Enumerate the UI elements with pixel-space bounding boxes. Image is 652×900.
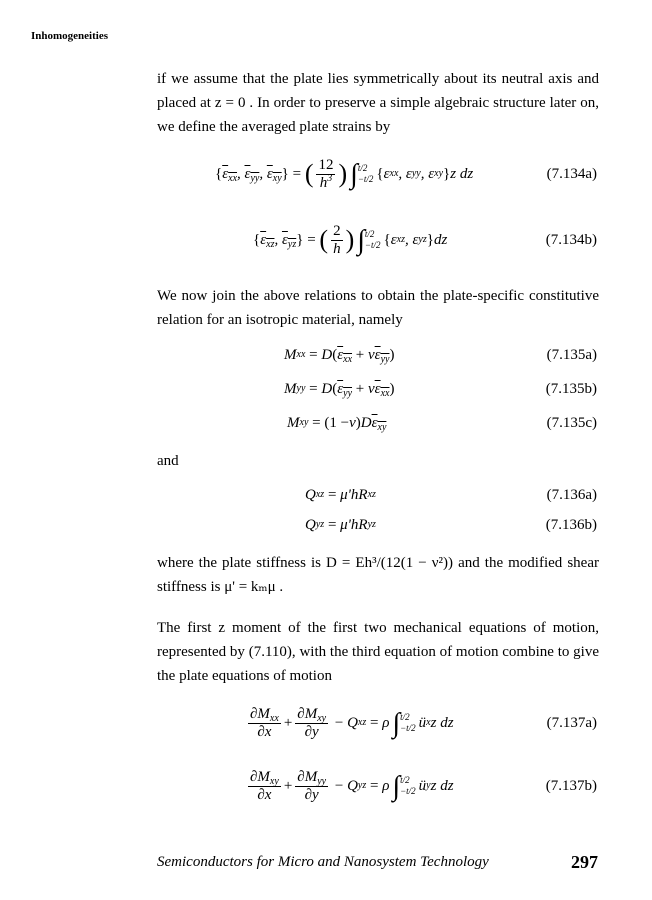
paragraph-5-text: The first z moment of the first two mechanical equations of motion, represented by (7.110), with the third equation of motion combine to give the plate equations of motion [157, 620, 599, 684]
page-number: 297 [571, 852, 598, 872]
running-header: Inhomogeneities [31, 30, 108, 42]
equation-7-135a [157, 343, 599, 367]
equation-7-134b-label: (7.134b) [545, 231, 597, 248]
equation-7-135c-math: M xy = (1 − ν ) D $\varepsilon_{xy}$ [287, 414, 387, 433]
equation-7-137a [157, 703, 599, 743]
paragraph-2-text: We now join the above relations to obtain the plate-specific constitutive relation for an isotropic material, namely [157, 288, 599, 328]
paragraph-4-text: where the plate stiffness is D = Eh³/(12(1 − ν²)) and the modified shear stiffness is μ' = kₘμ . [157, 555, 599, 595]
paragraph-1 [157, 67, 599, 139]
equation-7-137b-label: (7.137b) [545, 777, 597, 794]
equation-7-135b [157, 377, 599, 401]
equation-7-134b-math: { $\varepsilon_{xz}$ , $\varepsilon_{yz}$ } = ( $\frac{2}{h}$ ) ∫ t/2 −t/2 { ε xz , ε yz } dz [253, 222, 448, 257]
paragraph-3-text: and [157, 453, 179, 469]
equation-7-136b-math: Q yz = μ'hR yz [305, 516, 376, 533]
equation-7-136a-math: Q xz = μ'hR xz [305, 486, 376, 503]
equation-7-135a-label: (7.135a) [546, 346, 597, 363]
equation-7-137a-label: (7.137a) [546, 714, 597, 731]
footer-book-title: Semiconductors for Micro and Nanosystem Technology [157, 854, 489, 870]
equation-7-136a-label: (7.136a) [546, 486, 597, 503]
equation-7-136b-label: (7.136b) [545, 516, 597, 533]
equation-7-134a-label: (7.134a) [546, 165, 597, 182]
equation-7-137b-math: $\frac{\partial M_{xy}}{\partial x}$ + $\frac{\partial M_{yy}}{\partial y}$ − Q yz = ρ ∫ t/2 −t/2 ü y z dz [250, 768, 454, 803]
equation-7-136b [157, 513, 599, 537]
equation-7-135b-math: M yy = D ( $\varepsilon_{yy}$ + ν $\varepsilon_{xx}$ ) [284, 380, 395, 399]
paragraph-2 [157, 284, 599, 332]
paragraph-3 [157, 449, 599, 473]
equation-7-134a [157, 154, 599, 194]
equation-7-134a-math: { $\varepsilon_{xx}$ , $\varepsilon_{yy}$ , $\varepsilon_{xy}$ } = ( $\frac{12}{h^3}$ ) ∫ t/2 −t/2 { ε xx , ε yy , ε xy } z dz [215, 156, 474, 191]
equation-7-137b [157, 766, 599, 806]
paragraph-1-text: if we assume that the plate lies symmetrically about its neutral axis and placed at z = 0 . In order to preserve a simple algebraic structure later on, we define the averaged plate strains by [157, 71, 599, 135]
equation-7-135c-label: (7.135c) [546, 414, 597, 431]
paragraph-5 [157, 616, 599, 688]
equation-7-135b-label: (7.135b) [545, 380, 597, 397]
equation-7-136a [157, 483, 599, 507]
equation-7-135a-math: M xx = D ( $\varepsilon_{xx}$ + ν $\varepsilon_{yy}$ ) [284, 346, 395, 365]
paragraph-4 [157, 551, 599, 599]
equation-7-137a-math: $\frac{\partial M_{xx}}{\partial x}$ + $\frac{\partial M_{xy}}{\partial y}$ − Q xz = ρ ∫ t/2 −t/2 ü x z dz [250, 705, 454, 740]
equation-7-135c [157, 411, 599, 435]
equation-7-134b [157, 220, 599, 260]
